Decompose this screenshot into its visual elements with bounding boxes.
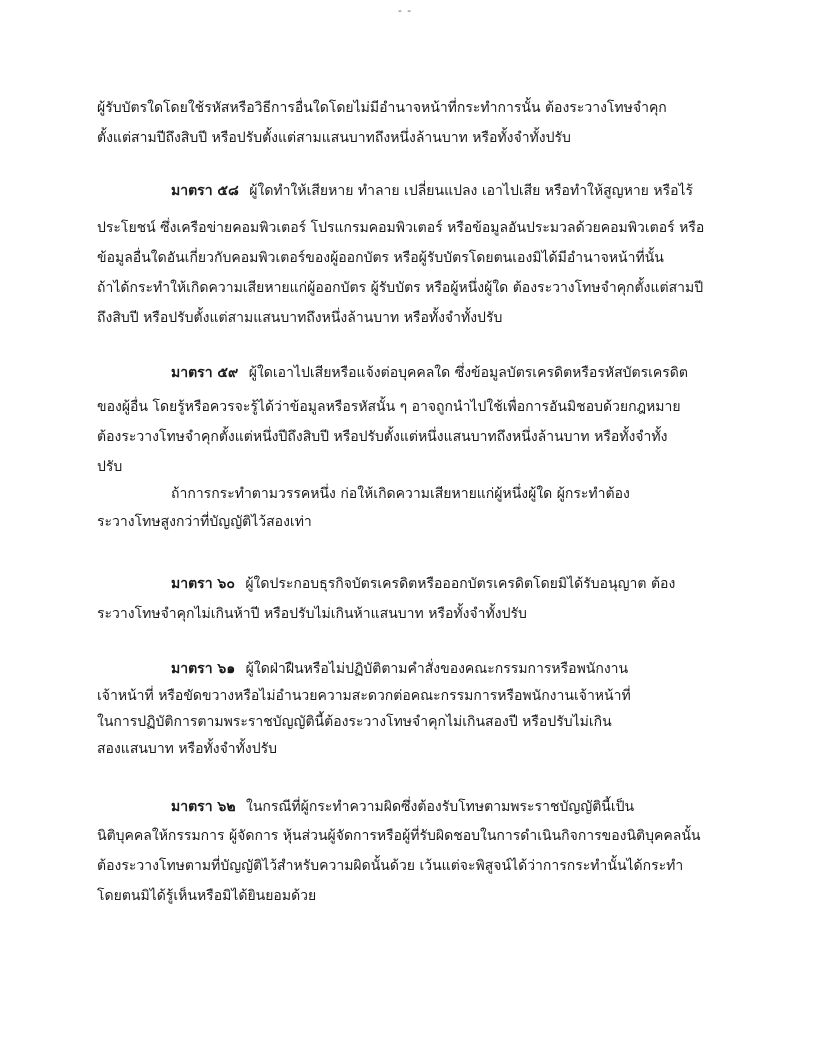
section-number: มาตรา ๖๑ — [171, 661, 236, 677]
section-62-first-line — [171, 797, 634, 817]
section-58-first-line — [171, 181, 693, 201]
paragraph-line: ผู้รับบัตรใดโดยใช้รหัสหรือวิธีการอื่นใดโดยไม่มีอำนาจหน้าที่กระทำการนั้น ต้องระวางโทษจำคุก — [97, 100, 667, 116]
section-text: ผู้ใดฝ่าฝืนหรือไม่ปฏิบัติตามคำสั่งของคณะกรรมการหรือพนักงาน — [245, 661, 629, 677]
paragraph-line: ถ้าการกระทำตามวรรคหนึ่ง ก่อให้เกิดความเสียหายแก่ผู้หนึ่งผู้ใด ผู้กระทำต้อง — [171, 486, 630, 502]
section-60-first-line — [171, 574, 675, 594]
section-number: มาตรา ๖๒ — [171, 799, 236, 815]
section-59-first-line — [171, 363, 688, 383]
paragraph-line: ของผู้อื่น โดยรู้หรือควรจะรู้ได้ว่าข้อมูลหรือรหัสนั้น ๆ อาจถูกนำไปใช้เพื่อการอันมิชอบด้วยกฎหมาย — [97, 399, 681, 415]
paragraph-line: ต้องระวางโทษตามที่บัญญัติไว้สำหรับความผิดนั้นด้วย เว้นแต่จะพิสูจน์ได้ว่าการกระทำนั้นได้กระทำ — [97, 858, 684, 874]
paragraph-line: ถึงสิบปี หรือปรับตั้งแต่สามแสนบาทถึงหนึ่งล้านบาท หรือทั้งจำทั้งปรับ — [97, 310, 503, 326]
paragraph-line: ข้อมูลอื่นใดอันเกี่ยวกับคอมพิวเตอร์ของผู้ออกบัตร หรือผู้รับบัตรโดยตนเองมิได้มีอำนาจหน้าที่นั้น — [97, 250, 664, 266]
section-61-first-line — [171, 659, 628, 679]
paragraph-line: นิติบุคคลให้กรรมการ ผู้จัดการ หุ้นส่วนผู้จัดการหรือผู้ที่รับผิดชอบในการดำเนินกิจการของนิติบุคคลนั้น — [97, 828, 701, 844]
section-text: ผู้ใดเอาไปเสียหรือแจ้งต่อบุคคลใด ซึ่งข้อมูลบัตรเครดิตหรือรหัสบัตรเครดิต — [248, 365, 688, 381]
page-mark: - - — [398, 4, 412, 17]
paragraph-line: ในการปฏิบัติการตามพระราชบัญญัตินี้ต้องระวางโทษจำคุกไม่เกินสองปี หรือปรับไม่เกิน — [97, 714, 612, 730]
paragraph-line: สองแสนบาท หรือทั้งจำทั้งปรับ — [97, 741, 277, 757]
section-number: มาตรา ๖๐ — [171, 576, 235, 592]
section-text: ผู้ใดประกอบธุรกิจบัตรเครดิตหรือออกบัตรเครดิตโดยมิได้รับอนุญาต ต้อง — [245, 576, 676, 592]
paragraph-line: ปรับ — [97, 459, 123, 475]
paragraph-line: ต้องระวางโทษจำคุกตั้งแต่หนึ่งปีถึงสิบปี หรือปรับตั้งแต่หนึ่งแสนบาทถึงหนึ่งล้านบาท หรือทั้งจำทั้ง — [97, 429, 668, 445]
section-text: ในกรณีที่ผู้กระทำความผิดซึ่งต้องรับโทษตามพระราชบัญญัตินี้เป็น — [246, 799, 635, 815]
section-number: มาตรา ๕๙ — [171, 365, 239, 381]
section-number: มาตรา ๕๘ — [171, 183, 239, 199]
paragraph-line: ตั้งแต่สามปีถึงสิบปี หรือปรับตั้งแต่สามแสนบาทถึงหนึ่งล้านบาท หรือทั้งจำทั้งปรับ — [97, 130, 571, 146]
paragraph-line: เจ้าหน้าที่ หรือขัดขวางหรือไม่อำนวยความสะดวกต่อคณะกรรมการหรือพนักงานเจ้าหน้าที่ — [97, 688, 631, 704]
paragraph-line: ระวางโทษจำคุกไม่เกินห้าปี หรือปรับไม่เกินห้าแสนบาท หรือทั้งจำทั้งปรับ — [97, 606, 527, 622]
paragraph-line: โดยตนมิได้รู้เห็นหรือมิได้ยินยอมด้วย — [97, 888, 317, 904]
section-text: ผู้ใดทำให้เสียหาย ทำลาย เปลี่ยนแปลง เอาไปเสีย หรือทำให้สูญหาย หรือไร้ — [249, 183, 694, 199]
paragraph-line: ระวางโทษสูงกว่าที่บัญญัติไว้สองเท่า — [97, 514, 312, 530]
paragraph-line: ถ้าได้กระทำให้เกิดความเสียหายแก่ผู้ออกบัตร ผู้รับบัตร หรือผู้หนึ่งผู้ใด ต้องระวางโทษจำคุกตั้งแต่สามปี — [97, 280, 704, 296]
paragraph-line: ประโยชน์ ซึ่งเครือข่ายคอมพิวเตอร์ โปรแกรมคอมพิวเตอร์ หรือข้อมูลอันประมวลด้วยคอมพิวเตอร์ หรือ — [97, 220, 705, 236]
